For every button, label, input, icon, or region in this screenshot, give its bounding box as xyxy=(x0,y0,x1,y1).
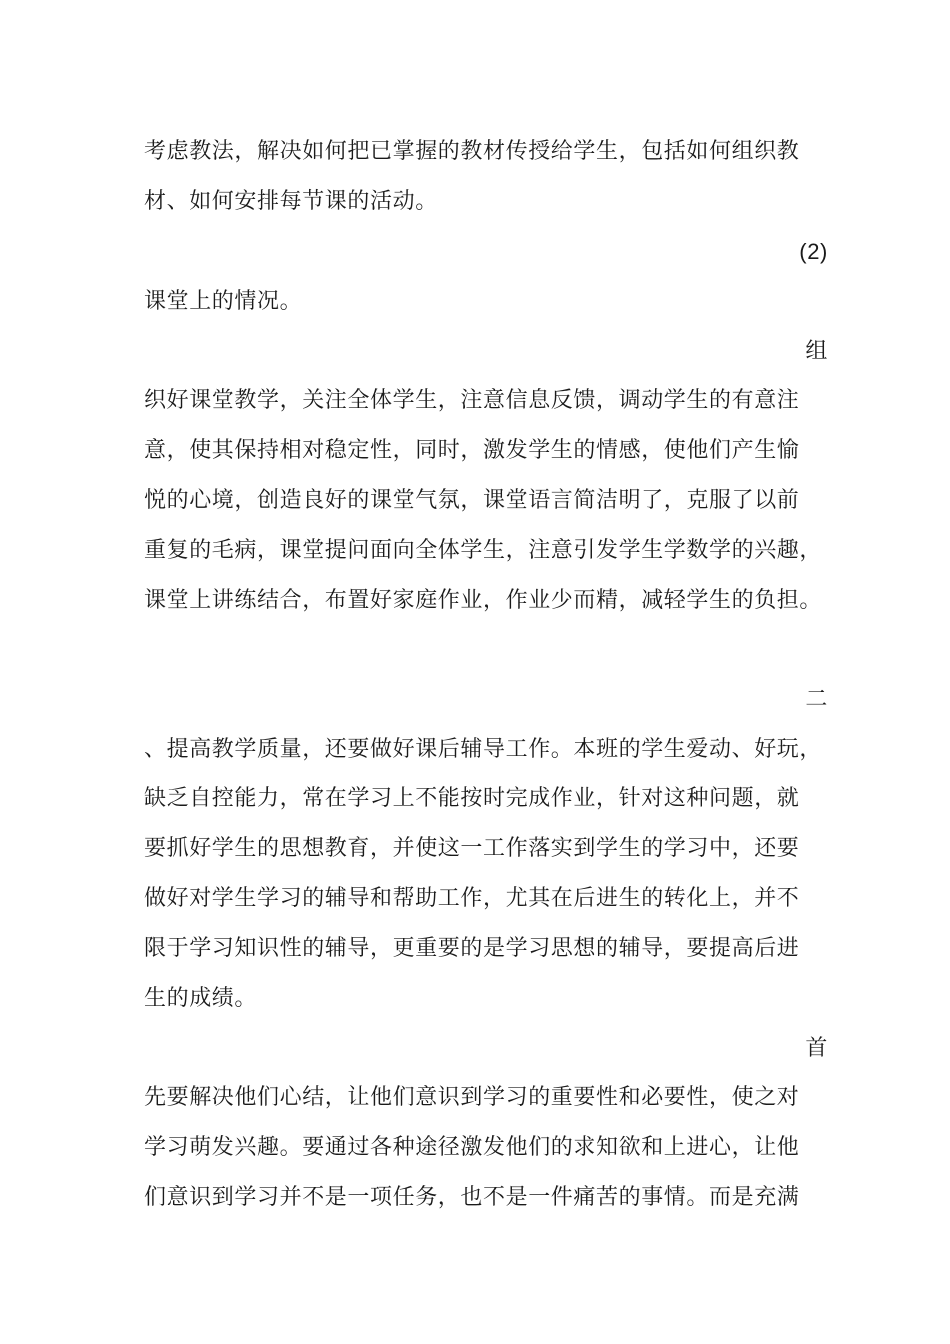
text-line-1: 考虑教法，解决如何把已掌握的教材传授给学生，包括如何组织教 xyxy=(144,139,800,164)
text-line-6: 意，使其保持相对稳定性，同时，激发学生的情感，使他们产生愉 xyxy=(144,438,800,463)
text-line-4: 组 xyxy=(805,339,828,364)
text-line-17: 先要解决他们心结，让他们意识到学习的重要性和必要性，使之对 xyxy=(144,1085,800,1110)
text-line-12: 要抓好学生的思想教育，并使这一工作落实到学生的学习中，还要 xyxy=(144,836,800,861)
section-number-2: 二 xyxy=(805,687,828,712)
text-line-8: 重复的毛病，课堂提问面向全体学生，注意引发学生学数学的兴趣， xyxy=(144,538,823,563)
text-line-18: 学习萌发兴趣。要通过各种途径激发他们的求知欲和上进心，让他 xyxy=(144,1135,800,1160)
text-line-2: 材、如何安排每节课的活动。 xyxy=(144,189,438,214)
text-line-5: 织好课堂教学，关注全体学生，注意信息反馈，调动学生的有意注 xyxy=(144,388,800,413)
text-line-7: 悦的心境，创造良好的课堂气氛，课堂语言简洁明了，克服了以前 xyxy=(144,488,800,513)
text-line-19: 们意识到学习并不是一项任务，也不是一件痛苦的事情。而是充满 xyxy=(144,1185,800,1210)
text-line-11: 缺乏自控能力，常在学习上不能按时完成作业，针对这种问题，就 xyxy=(144,786,800,811)
text-line-13: 做好对学生学习的辅导和帮助工作，尤其在后进生的转化上，并不 xyxy=(144,886,800,911)
list-marker-2: (2) xyxy=(799,239,828,264)
text-line-9: 课堂上讲练结合，布置好家庭作业，作业少而精，减轻学生的负担。 xyxy=(144,588,823,613)
text-line-10: 、提高教学质量，还要做好课后辅导工作。本班的学生爱动、好玩， xyxy=(144,737,823,762)
text-line-14: 限于学习知识性的辅导，更重要的是学习思想的辅导，要提高后进 xyxy=(144,936,800,961)
text-line-15: 生的成绩。 xyxy=(144,986,258,1011)
text-line-16: 首 xyxy=(805,1036,828,1061)
text-line-3: 课堂上的情况。 xyxy=(144,289,303,314)
